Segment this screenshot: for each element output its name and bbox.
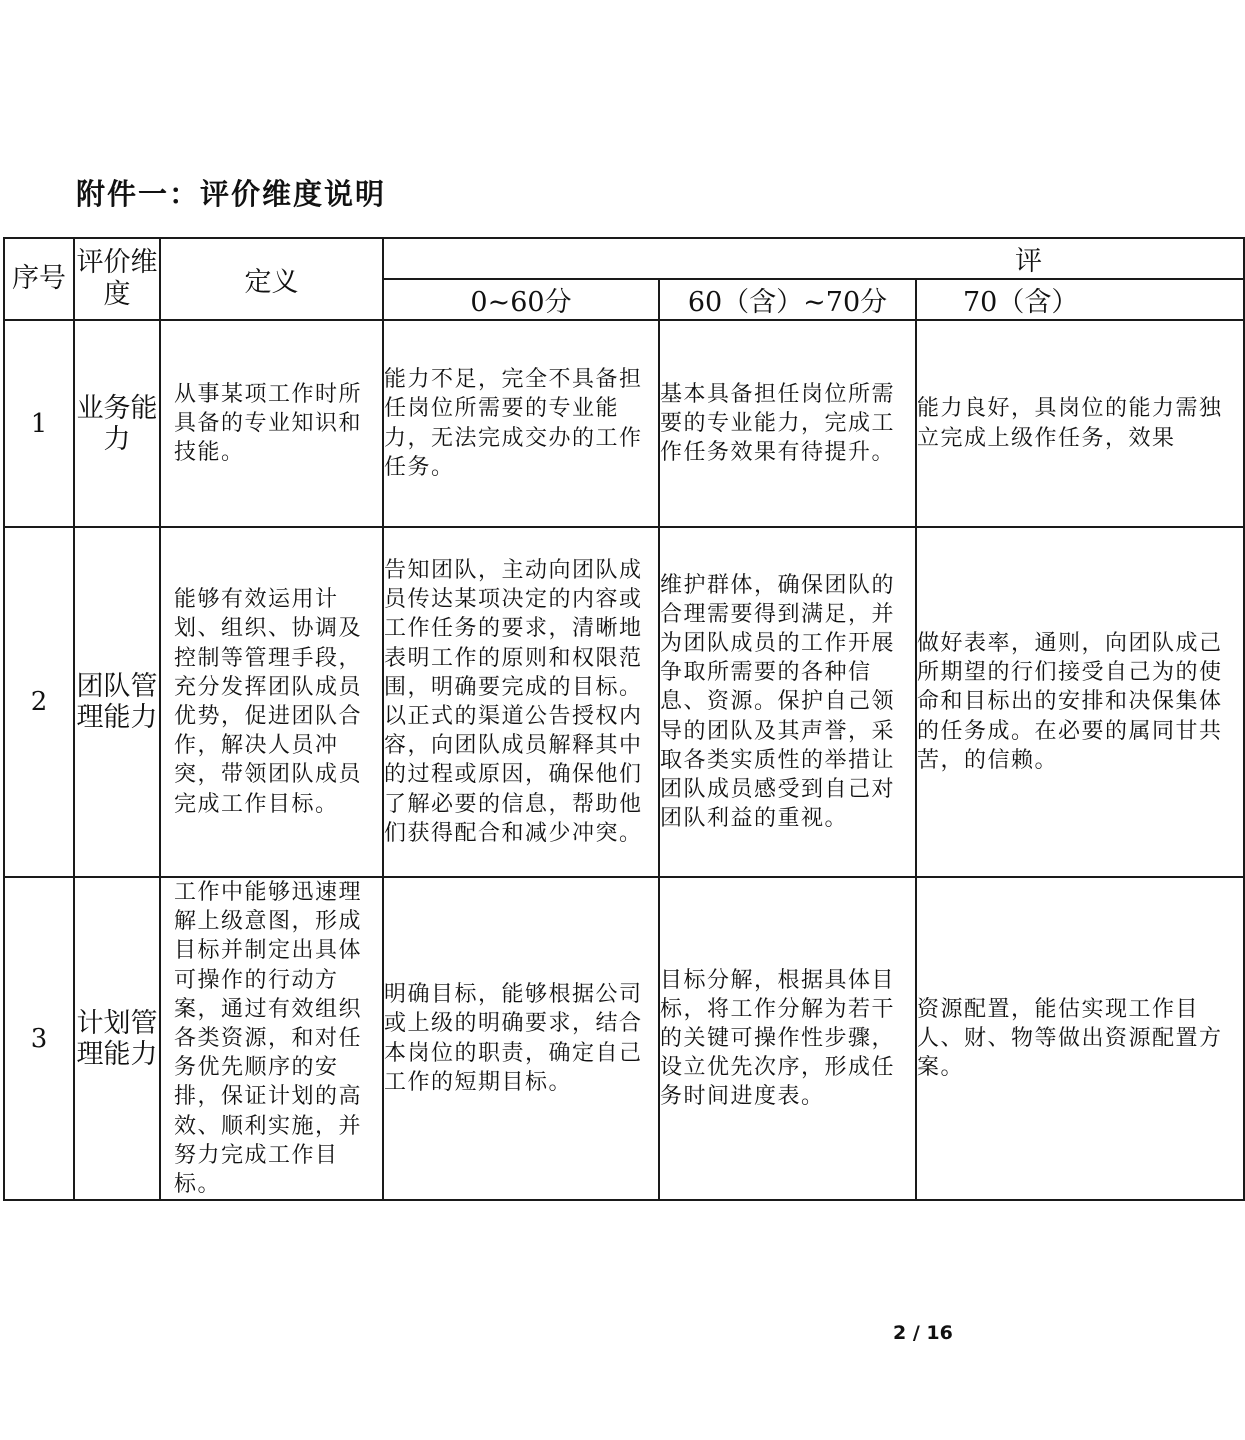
document-title: 附件一：评价维度说明 bbox=[76, 177, 387, 211]
row-definition: 能够有效运用计划、组织、协调及控制等管理手段，充分发挥团队成员优势，促进团队合作，解决人员冲突，带领团队成员完成工作目标。 bbox=[160, 527, 383, 877]
header-score-level-1: 0~60分 bbox=[383, 279, 659, 320]
table-row bbox=[4, 527, 1244, 877]
table-row bbox=[4, 320, 1244, 527]
evaluation-table-container bbox=[3, 237, 1223, 1198]
row-seq: 2 bbox=[4, 527, 74, 877]
row-level-3: 做好表率，通则，向团队成己所期望的行们接受自己为的使命和目标出的安排和决保集体的任务成。在必要的属同甘共苦，的信赖。 bbox=[916, 527, 1244, 877]
table-row bbox=[4, 877, 1244, 1200]
header-definition: 定义 bbox=[160, 238, 383, 320]
header-score-level-2: 60（含）~70分 bbox=[659, 279, 916, 320]
header-evaluation-group bbox=[383, 238, 1244, 279]
row-level-2: 目标分解，根据具体目标，将工作分解为若干的关键可操作性步骤，设立优先次序，形成任务时间进度表。 bbox=[659, 877, 916, 1200]
row-seq: 3 bbox=[4, 877, 74, 1200]
row-level-1: 能力不足，完全不具备担任岗位所需要的专业能力，无法完成交办的工作任务。 bbox=[383, 320, 659, 527]
row-level-2: 基本具备担任岗位所需要的专业能力，完成工作任务效果有待提升。 bbox=[659, 320, 916, 527]
header-evaluation-label: 评 bbox=[1015, 246, 1042, 277]
row-definition: 工作中能够迅速理解上级意图，形成目标并制定出具体可操作的行动方案，通过有效组织各类资源，和对任务优先顺序的安排，保证计划的高效、顺利实施，并努力完成工作目标。 bbox=[160, 877, 383, 1200]
row-dimension: 计划管理能力 bbox=[74, 877, 160, 1200]
row-seq: 1 bbox=[4, 320, 74, 527]
row-level-2: 维护群体，确保团队的合理需要得到满足，并为团队成员的工作开展争取所需要的各种信息、资源。保护自己领导的团队及其声誉，采取各类实质性的举措让团队成员感受到自己对团队利益的重视。 bbox=[659, 527, 916, 877]
row-level-1: 明确目标，能够根据公司或上级的明确要求，结合本岗位的职责，确定自己工作的短期目标。 bbox=[383, 877, 659, 1200]
page-number: 2 / 16 bbox=[893, 1322, 953, 1344]
row-dimension: 业务能力 bbox=[74, 320, 160, 527]
header-dimension: 评价维度 bbox=[74, 238, 160, 320]
row-dimension: 团队管理能力 bbox=[74, 527, 160, 877]
header-seq: 序号 bbox=[4, 238, 74, 320]
header-score-level-3: 70（含） bbox=[916, 279, 1244, 320]
evaluation-table bbox=[3, 237, 1245, 1201]
row-level-3: 资源配置，能估实现工作目人、财、物等做出资源配置方案。 bbox=[916, 877, 1244, 1200]
row-definition: 从事某项工作时所具备的专业知识和技能。 bbox=[160, 320, 383, 527]
row-level-3: 能力良好，具岗位的能力需独立完成上级作任务，效果 bbox=[916, 320, 1244, 527]
row-level-1: 告知团队，主动向团队成员传达某项决定的内容或工作任务的要求，清晰地表明工作的原则和权限范围，明确要完成的目标。以正式的渠道公告授权内容，向团队成员解释其中的过程或原因，确保他们了解必要的信息，帮助他们获得配合和减少冲突。 bbox=[383, 527, 659, 877]
